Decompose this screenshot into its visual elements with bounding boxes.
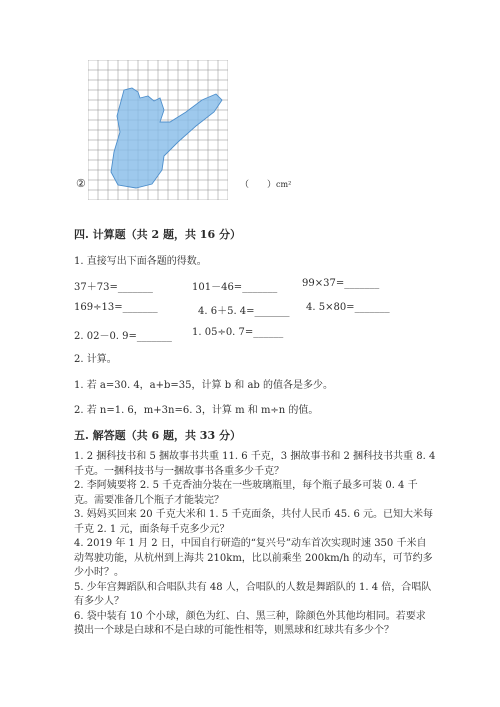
area-blank-parens: （ ） <box>240 180 277 190</box>
q2-sub1: 1. 若 a=30. 4，a+b=35，计算 b 和 ab 的值各是多少。 <box>74 380 334 391</box>
calc-item: 4. 5×80=_______ <box>306 302 390 313</box>
calc-item: 101－46=_______ <box>192 282 278 293</box>
section4-title: 四. 计算题（共 2 题，共 16 分） <box>74 228 241 241</box>
question-line: 摸出一个球是白球和不是白球的可能性相等，则黑球和红球共有多少个？ <box>74 625 394 636</box>
calc-item: 4. 6＋5. 4=_______ <box>198 306 290 317</box>
question-line: 克。需要准备几个瓶子才能装完？ <box>74 494 224 506</box>
question-line: 2. 李阿姨要将 2. 5 千克香油分装在一些玻璃瓶里，每个瓶子最多可装 0. 4 千 <box>74 480 418 491</box>
calc-item: 169÷13=_______ <box>74 302 158 313</box>
question-line: 1. 2 捆科技书和 5 捆故事书共重 11. 6 千克，3 捆故事书和 2 捆科技书共重 8. 4 <box>74 451 436 462</box>
section5-title: 五. 解答题（共 6 题，共 33 分） <box>74 429 241 442</box>
q1-instruction: 1. 直接写出下面各题的得数。 <box>74 256 207 267</box>
question-line: 6. 袋中装有 10 个小球，颜色为红、白、黑三种，除颜色外其他均相同。若要求 <box>74 610 426 622</box>
question-line: 千克 2. 1 元，面条每千克多少元？ <box>74 523 230 535</box>
area-answer-blank <box>240 177 291 190</box>
calc-item: 1. 05÷0. 7=______ <box>192 327 284 338</box>
calc-item: 2. 02－0. 9=_______ <box>74 331 172 342</box>
figure-number: ② <box>76 177 86 190</box>
question-line: 有多少人？ <box>74 596 124 607</box>
question-line: 千克。一捆科技书与一捆故事书各重多少千克？ <box>74 465 284 477</box>
answer-questions <box>74 450 435 639</box>
q2-instruction: 2. 计算。 <box>74 354 117 365</box>
question-line: 3. 妈妈买回来 20 千克大米和 1. 5 千克面条，共付人民币 45. 6 元。已知大米每 <box>74 509 434 520</box>
irregular-shape <box>111 88 222 188</box>
calc-item: 99×37=_______ <box>302 278 380 289</box>
question-line: 4. 2019 年 1 月 2 日，中国自行研造的“复兴号”动车首次实现时速 350 千米自 <box>74 538 427 549</box>
question-line: 5. 少年宫舞蹈队和合唱队共有 48 人，合唱队的人数是舞蹈队的 1. 4 倍，合唱队 <box>74 581 432 593</box>
question-line: 少小时？。 <box>74 567 124 578</box>
grid-figure <box>88 60 228 200</box>
calc-item: 37＋73=_______ <box>74 282 153 293</box>
area-unit: cm² <box>276 180 292 189</box>
q2-sub2: 2. 若 n=1. 6，m+3n=6. 3，计算 m 和 m÷n 的值。 <box>74 405 319 416</box>
question-line: 动驾驶功能，从杭州到上海共 210km，比以前乘坐 200km/h 的动车，可节约多 <box>74 552 433 564</box>
